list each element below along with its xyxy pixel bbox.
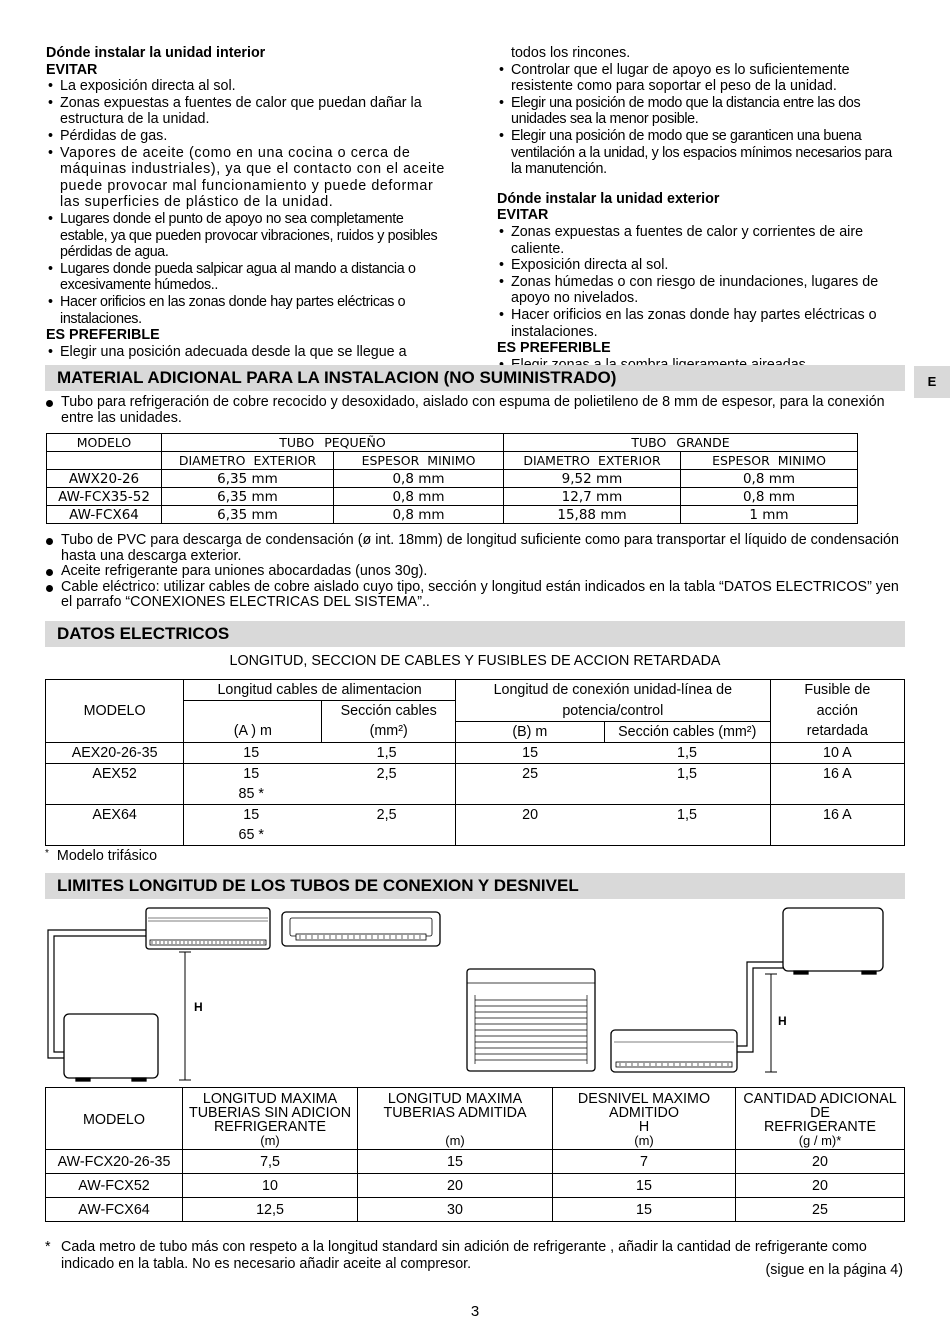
table-cell: AWX20-26 [47, 470, 162, 488]
list-item: • Hacer orificios en las zonas donde hay partes eléctricas o instalaciones. [46, 294, 454, 327]
table-cell [47, 452, 162, 470]
table-row [46, 763, 905, 804]
list-item: Tubo de PVC para descarga de condensación (ø int. 18mm) de longitud suficiente como para transportar el líquido de condensación hasta una descarga exterior. [45, 533, 905, 564]
table-cell: 6,35 mm [162, 506, 334, 524]
list-item: • Elegir una posición adecuada desde la que se llegue a [46, 344, 454, 361]
outdoor-unit-left [64, 1014, 158, 1081]
table-cell: 16 A [770, 804, 904, 845]
wall-unit-left [146, 908, 270, 949]
indoor-prefer-list [46, 344, 454, 361]
table-cell: 15 [553, 1198, 736, 1222]
col-header-line: H [638, 1119, 650, 1135]
table-cell: 10 [183, 1174, 358, 1198]
material-extra-list [45, 533, 905, 611]
table-cell: 6,35 mm [162, 470, 334, 488]
col-header-unit: (m) [260, 1133, 280, 1148]
list-item: • Pérdidas de gas. [46, 128, 454, 145]
section-a: 2,5 [376, 806, 397, 823]
footnote-text: Modelo trifásico [56, 848, 158, 864]
col-header-line: REFRIGERANTE [213, 1119, 326, 1135]
indoor-install-column [46, 45, 454, 360]
table-cell: 15,88 mm [504, 506, 681, 524]
table-cell [184, 701, 322, 722]
table-header: acción [770, 701, 904, 722]
list-item: • Zonas húmedas o con riesgo de inundaciones, lugares de apoyo no nivelados. [497, 274, 905, 307]
height-label-right: H [778, 1014, 787, 1028]
section-a: 2,5 [376, 765, 397, 782]
ceiling-unit [282, 912, 440, 946]
length-a: 15 [243, 765, 260, 782]
table-header: Longitud de conexión unidad-línea de [455, 680, 770, 701]
col-header-line: LONGITUD MAXIMA [387, 1091, 523, 1107]
table-header: TUBO GRANDE [504, 434, 858, 452]
material-heading: MATERIAL ADICIONAL PARA LA INSTALACION (NO SUMINISTRADO) [45, 365, 905, 391]
table-header: Longitud cables de alimentacion [184, 680, 456, 701]
prefer-heading: ES PREFERIBLE [46, 327, 160, 344]
col-header-unit: (m) [445, 1133, 465, 1148]
table-row [47, 506, 858, 524]
table-header: retardada [770, 721, 904, 742]
list-item: Aceite refrigerante para uniones abocardadas (unos 30g). [45, 564, 905, 580]
avoid-heading: EVITAR [46, 61, 98, 78]
wall-unit-right [611, 1030, 737, 1072]
table-cell: 1,5 [604, 742, 770, 763]
list-item: Cable eléctrico: utilizar cables de cobre aislado cuyo tipo, sección y longitud están indicados en la tabla “DATOS ELECTRICOS” yen el parrafo “CONEXIONES ELECTRICAS DEL SISTEMA”.. [45, 580, 905, 611]
electrical-footnote [45, 848, 157, 864]
col-header-line: LONGITUD MAXIMA [202, 1091, 338, 1107]
table-cell: AW-FCX64 [46, 1198, 183, 1222]
col-header-line: DESNIVEL MAXIMO [577, 1091, 711, 1107]
table-header: Sección cables [322, 701, 456, 722]
indoor-install-title: Dónde instalar la unidad interior [46, 45, 266, 61]
table-row [46, 804, 905, 845]
language-tab-label: E [927, 374, 937, 389]
list-item: • La exposición directa al sol. [46, 78, 454, 95]
table-header [183, 1088, 358, 1150]
right-pipe [737, 962, 783, 1052]
table-header: ESPESOR MINIMO [681, 452, 858, 470]
table-cell: 9,52 mm [504, 470, 681, 488]
length-a: 15 [243, 744, 260, 761]
table-cell: AEX20-26-35 [46, 742, 184, 763]
table-header: DIAMETRO EXTERIOR [162, 452, 334, 470]
left-pipe [48, 930, 146, 1058]
prefer-heading: ES PREFERIBLE [497, 340, 611, 357]
page-number: 3 [470, 1303, 480, 1320]
avoid-heading: EVITAR [497, 207, 549, 224]
table-cell: 1,5 [604, 763, 770, 804]
list-item: • Exposición directa al sol. [497, 257, 905, 274]
table-cell: 15 [553, 1174, 736, 1198]
list-item: • Elegir una posición de modo que la distancia entre las dos unidades sea la menor posible. [497, 95, 905, 128]
table-cell: AW-FCX35-52 [47, 488, 162, 506]
list-item: • Zonas expuestas a fuentes de calor que puedan dañar la estructura de la unidad. [46, 95, 454, 128]
table-cell: 20 [736, 1174, 905, 1198]
table-header [46, 1088, 183, 1150]
footnote-mark: * [45, 848, 49, 859]
list-item: • Controlar que el lugar de apoyo es lo suficientemente resistente como para soportar el peso de la unidad. [497, 62, 905, 95]
table-cell [184, 763, 456, 804]
table-cell: AEX64 [46, 804, 184, 845]
table-row [46, 1150, 905, 1174]
table-cell: AEX52 [46, 763, 184, 804]
table-header [46, 680, 184, 743]
list-item: • Zonas expuestas a fuentes de calor y corrientes de aire caliente. [497, 224, 905, 257]
table-row [46, 742, 905, 763]
table-cell [184, 742, 456, 763]
table-header: Fusible de [770, 680, 904, 701]
table-cell: 25 [455, 763, 604, 804]
table-cell: AW-FCX52 [46, 1174, 183, 1198]
table-cell: 16 A [770, 763, 904, 804]
table-cell [184, 804, 456, 845]
table-header [358, 1088, 553, 1150]
table-cell: 6,35 mm [162, 488, 334, 506]
table-header: potencia/control [455, 701, 770, 722]
list-item: • Vapores de aceite (como en una cocina o cerca de máquinas industriales), ya que el contacto con el aceite puede provocar mal funcionamiento y puede deformar las superficies de plástico de la unidad. [46, 145, 454, 211]
table-cell: 0,8 mm [681, 488, 858, 506]
col-header-line: REFRIGERANTE [763, 1119, 876, 1135]
table-cell: 20 [358, 1174, 553, 1198]
modelo-header: MODELO [83, 1112, 145, 1128]
pipe-limits-table [45, 1087, 905, 1222]
section-a: 1,5 [376, 744, 397, 761]
col-header-line: ADMITIDO [609, 1105, 679, 1121]
col-header-unit: (m) [634, 1133, 654, 1148]
table-cell: 15 [455, 742, 604, 763]
list-item: • Lugares donde el punto de apoyo no sea completamente estable, ya que pueden provocar vibraciones, ruidos y posibles pérdidas de agua. [46, 211, 454, 261]
table-row [46, 1174, 905, 1198]
limits-heading: LIMITES LONGITUD DE LOS TUBOS DE CONEXION Y DESNIVEL [45, 873, 905, 899]
outdoor-install-title: Dónde instalar la unidad exterior [497, 190, 720, 207]
table-cell: 1 mm [681, 506, 858, 524]
table-header: DIAMETRO EXTERIOR [504, 452, 681, 470]
length-a: 15 [243, 806, 260, 823]
table-cell: 7 [553, 1150, 736, 1174]
table-cell: 10 A [770, 742, 904, 763]
table-header: ESPESOR MINIMO [334, 452, 504, 470]
table-cell: 0,8 mm [681, 470, 858, 488]
list-item: • Lugares donde pueda salpicar agua al mando a distancia o excesivamente húmedos.. [46, 261, 454, 294]
table-header: (A ) m [184, 721, 322, 742]
length-a-threephase: 65 * [238, 826, 264, 843]
col-header-line: DE [810, 1105, 830, 1121]
table-cell: 7,5 [183, 1150, 358, 1174]
list-item: • Hacer orificios en las zonas donde hay partes eléctricas o instalaciones. [497, 307, 905, 340]
table-cell: 20 [736, 1150, 905, 1174]
col-header-unit: (g / m)* [798, 1133, 842, 1148]
floor-unit [467, 969, 595, 1071]
table-row [47, 488, 858, 506]
footnote-text: Cada metro de tubo más con respeto a la longitud standard sin adición de refrigerante , añadir la cantidad de refrigerante como indicado en la tabla. No es necesario añadir aceite al compresor. [61, 1239, 867, 1272]
language-tab [914, 366, 950, 398]
table-header: (mm²) [322, 721, 456, 742]
col-header-line: TUBERIAS SIN ADICION [188, 1105, 352, 1121]
table-header: TUBO PEQUEÑO [162, 434, 504, 452]
table-header [736, 1088, 905, 1150]
table-cell: 15 [358, 1150, 553, 1174]
table-cell: AW-FCX64 [47, 506, 162, 524]
pipe-table [46, 433, 858, 524]
table-row [46, 1198, 905, 1222]
indoor-prefer-list-continued [497, 62, 905, 178]
table-row [47, 470, 858, 488]
table-cell: 25 [736, 1198, 905, 1222]
footnote-mark: * [45, 1239, 51, 1255]
table-cell: 0,8 mm [334, 506, 504, 524]
outdoor-avoid-list [497, 224, 905, 340]
table-header [553, 1088, 736, 1150]
outdoor-install-column [497, 45, 905, 390]
continued-text: todos los rincones. [511, 45, 631, 61]
electrical-heading: DATOS ELECTRICOS [45, 621, 905, 647]
height-label-left: H [194, 1000, 203, 1014]
table-cell: 20 [455, 804, 604, 845]
indoor-avoid-list [46, 78, 454, 327]
height-dimension-right [765, 974, 777, 1072]
electrical-caption: LONGITUD, SECCION DE CABLES Y FUSIBLES DE ACCION RETARDADA [229, 653, 721, 669]
table-cell: 1,5 [604, 804, 770, 845]
height-dimension-left [179, 952, 191, 1080]
list-item: Tubo para refrigeración de cobre recocido y desoxidado, aislado con espuma de polietileno de 8 mm de espesor, para la conexión entre las unidades. [45, 395, 905, 426]
col-header-line: CANTIDAD ADICIONAL [743, 1091, 897, 1107]
continued-note: (sigue en la página 4) [765, 1262, 903, 1278]
outdoor-unit-right [783, 908, 883, 974]
length-a-threephase: 85 * [238, 785, 264, 802]
table-cell: 12,5 [183, 1198, 358, 1222]
modelo-header: MODELO [83, 702, 146, 719]
col-header-line: TUBERIAS ADMITIDA [383, 1105, 527, 1121]
table-header: Sección cables (mm²) [604, 721, 770, 742]
table-cell: 12,7 mm [504, 488, 681, 506]
table-header: MODELO [47, 434, 162, 452]
table-header: (B) m [455, 721, 604, 742]
table-cell: 0,8 mm [334, 488, 504, 506]
material-intro-list [45, 395, 905, 426]
table-cell: 30 [358, 1198, 553, 1222]
list-item: • Elegir una posición de modo que se garanticen una buena ventilación a la unidad, y los espacios mínimos necesarios para la manutención. [497, 128, 905, 178]
table-cell: 0,8 mm [334, 470, 504, 488]
table-cell: AW-FCX20-26-35 [46, 1150, 183, 1174]
electrical-table [45, 679, 905, 846]
